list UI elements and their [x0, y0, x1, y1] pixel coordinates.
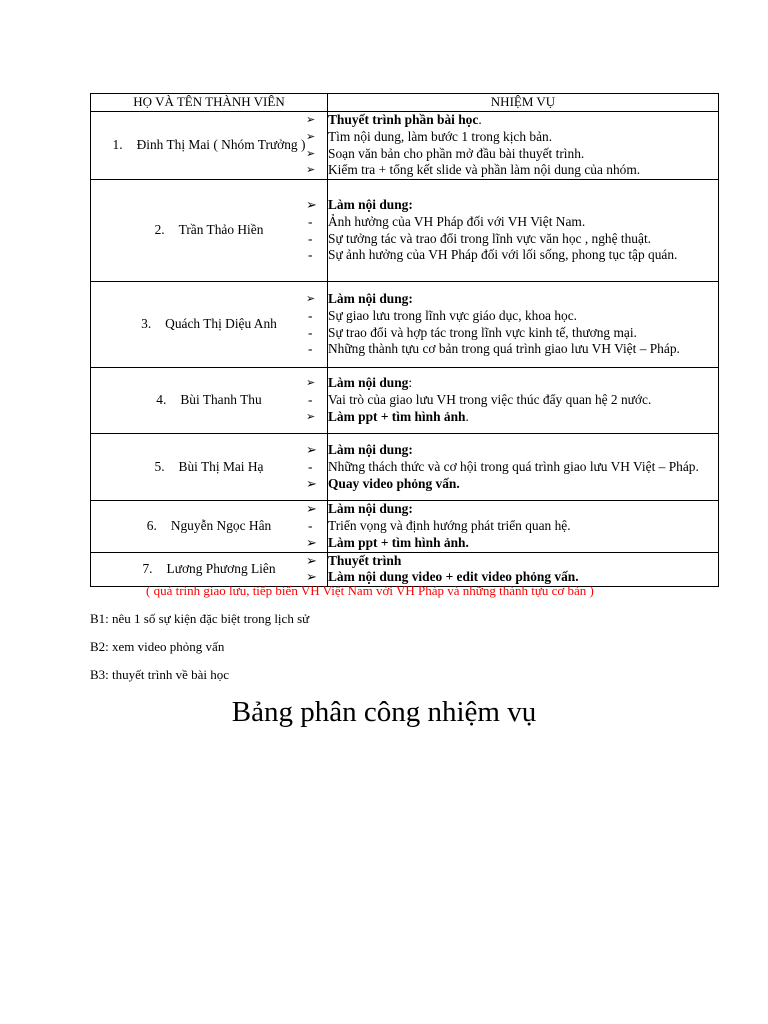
- member-name: Quách Thị Diệu Anh: [165, 316, 277, 332]
- dash-bullet-icon: -: [308, 341, 313, 357]
- task-item: [306, 145, 718, 163]
- arrowhead-bullet-icon: ➢: [306, 197, 317, 213]
- task-text: Sự ảnh hưởng của VH Pháp đối với lối sống, phong tục tập quán.: [328, 247, 678, 263]
- task-text: Ảnh hưởng của VH Pháp đối với VH Việt Nam.: [328, 213, 586, 229]
- task-item: [306, 112, 718, 129]
- task-text: Những thách thức và cơ hội trong quá trình giao lưu VH Việt – Pháp.: [328, 458, 699, 474]
- task-bold-text: Làm nội dung:: [328, 441, 413, 457]
- task-item: [308, 230, 718, 248]
- task-item: [308, 324, 718, 342]
- table-row: [91, 434, 719, 501]
- member-name-cell: [91, 180, 328, 282]
- member-name-cell: [91, 282, 328, 368]
- task-cell: [306, 180, 719, 282]
- member-number: 6.: [146, 517, 157, 533]
- arrowhead-bullet-icon: ➢: [306, 293, 316, 306]
- arrowhead-bullet-icon: ➢: [306, 534, 317, 550]
- arrowhead-bullet-icon: ➢: [306, 114, 316, 126]
- member-number: 3.: [141, 316, 152, 332]
- task-item: [306, 441, 718, 459]
- member-number: 1.: [112, 137, 123, 153]
- task-text: Kiểm tra + tổng kết slide và phần làm nội dung của nhóm.: [328, 162, 641, 178]
- task-item: [308, 247, 718, 264]
- member-name: Bùi Thanh Thu: [180, 392, 262, 408]
- task-text: :: [408, 375, 413, 391]
- task-bold-text: Thuyết trình phần bài học: [328, 112, 479, 127]
- table-row: [91, 180, 719, 282]
- member-name: Đinh Thị Mai ( Nhóm Trưởng ): [136, 137, 306, 153]
- arrowhead-bullet-icon: ➢: [306, 569, 317, 585]
- task-item: [308, 517, 718, 535]
- task-assignment-table: [90, 93, 719, 587]
- dash-bullet-icon: -: [308, 517, 313, 533]
- dash-bullet-icon: -: [308, 230, 313, 246]
- task-cell: [306, 282, 719, 368]
- task-bold-text: Làm ppt + tìm hình ảnh.: [328, 534, 469, 550]
- task-bold-text: Làm nội dung:: [328, 291, 413, 307]
- arrowhead-bullet-icon: ➢: [306, 441, 317, 457]
- task-text: Soạn văn bản cho phần mở đầu bài thuyết trình.: [328, 145, 585, 161]
- task-item: [306, 501, 718, 518]
- member-name: Bùi Thị Mai Hạ: [178, 458, 264, 474]
- task-cell: [306, 112, 719, 180]
- step-2: B2: xem video phỏng vấn: [90, 639, 225, 654]
- dash-bullet-icon: -: [308, 392, 313, 408]
- table-note: ( quá trình giao lưu, tiếp biến VH Việt Nam với VH Pháp và những thành tựu cơ bản ): [146, 583, 594, 598]
- task-bold-text: Làm nội dung: [328, 375, 409, 391]
- task-cell: [306, 501, 719, 552]
- member-number: 7.: [142, 560, 153, 576]
- table-row: [91, 501, 719, 552]
- task-text: Sự tưởng tác và trao đổi trong lĩnh vực văn học , nghệ thuật.: [328, 230, 652, 246]
- member-name-cell: [91, 434, 328, 501]
- member-number: 4.: [156, 392, 167, 408]
- task-bold-text: Làm ppt + tìm hình ảnh: [328, 409, 466, 425]
- task-bold-text: Thuyết trình: [328, 552, 402, 568]
- task-item: [308, 307, 718, 325]
- arrowhead-bullet-icon: ➢: [306, 475, 317, 491]
- header-member-name: HỌ VÀ TÊN THÀNH VIÊN: [91, 94, 328, 112]
- arrowhead-bullet-icon: ➢: [306, 147, 316, 160]
- task-text: Tìm nội dung, làm bước 1 trong kịch bản.: [328, 128, 553, 144]
- arrowhead-bullet-icon: ➢: [306, 164, 316, 177]
- member-name: Nguyễn Ngọc Hân: [170, 517, 272, 533]
- table-row: [91, 282, 719, 368]
- table-row: [91, 552, 719, 587]
- table-row: [91, 112, 719, 180]
- member-name-cell: [91, 552, 328, 587]
- step-1: B1: nêu 1 số sự kiện đặc biệt trong lịch sử: [90, 611, 310, 626]
- dash-bullet-icon: -: [308, 247, 313, 263]
- task-item: [306, 552, 718, 570]
- dash-bullet-icon: -: [308, 458, 313, 474]
- task-cell: [306, 368, 719, 434]
- task-item: [306, 162, 718, 179]
- task-cell: [306, 552, 719, 587]
- task-cell: [306, 434, 719, 501]
- page-title: Bảng phân công nhiệm vụ: [231, 696, 537, 728]
- task-text: Vai trò của giao lưu VH trong việc thúc đẩy quan hệ 2 nước.: [328, 392, 652, 408]
- dash-bullet-icon: -: [308, 324, 313, 340]
- arrowhead-bullet-icon: ➢: [306, 377, 316, 390]
- member-name-cell: [91, 112, 328, 180]
- task-item: [306, 291, 718, 308]
- member-name-cell: [91, 501, 328, 552]
- task-item: [306, 409, 718, 426]
- arrowhead-bullet-icon: ➢: [306, 552, 317, 568]
- task-item: [308, 458, 718, 476]
- member-name: Trần Thảo Hiền: [178, 222, 264, 238]
- task-item: [306, 475, 718, 493]
- arrowhead-bullet-icon: ➢: [306, 501, 317, 517]
- arrowhead-bullet-icon: ➢: [306, 411, 316, 424]
- member-name: Lương Phương Liên: [166, 560, 276, 576]
- table-header-row: [91, 94, 719, 112]
- member-number: 2.: [154, 222, 165, 238]
- task-text: Sự trao đổi và hợp tác trong lĩnh vực kinh tế, thương mại.: [328, 324, 637, 340]
- member-number: 5.: [154, 458, 165, 474]
- task-text: Những thành tựu cơ bản trong quá trình giao lưu VH Việt – Pháp.: [328, 341, 680, 357]
- task-text: Sự giao lưu trong lĩnh vực giáo dục, khoa học.: [328, 307, 578, 323]
- task-bold-text: Quay video phỏng vấn.: [328, 475, 460, 491]
- dash-bullet-icon: -: [308, 307, 313, 323]
- task-item: [306, 534, 718, 552]
- task-bold-text: Làm nội dung:: [328, 501, 413, 517]
- step-3: B3: thuyết trình về bài học: [90, 667, 230, 682]
- table-row: [91, 368, 719, 434]
- member-name-cell: [91, 368, 328, 434]
- task-bold-text: Làm nội dung:: [328, 197, 413, 213]
- task-item: [308, 213, 718, 231]
- task-bold-text: Làm nội dung video + edit video phỏng vấn.: [328, 569, 579, 585]
- task-item: [306, 128, 718, 146]
- task-item: [306, 375, 718, 392]
- task-item: [306, 197, 718, 214]
- task-text: .: [478, 112, 482, 127]
- arrowhead-bullet-icon: ➢: [306, 130, 316, 143]
- task-item: [308, 392, 718, 409]
- task-item: [308, 341, 718, 358]
- task-text: .: [465, 409, 469, 425]
- header-task: NHIỆM VỤ: [328, 94, 719, 112]
- dash-bullet-icon: -: [308, 213, 313, 229]
- task-text: Triển vọng và định hướng phát triển quan hệ.: [328, 517, 571, 533]
